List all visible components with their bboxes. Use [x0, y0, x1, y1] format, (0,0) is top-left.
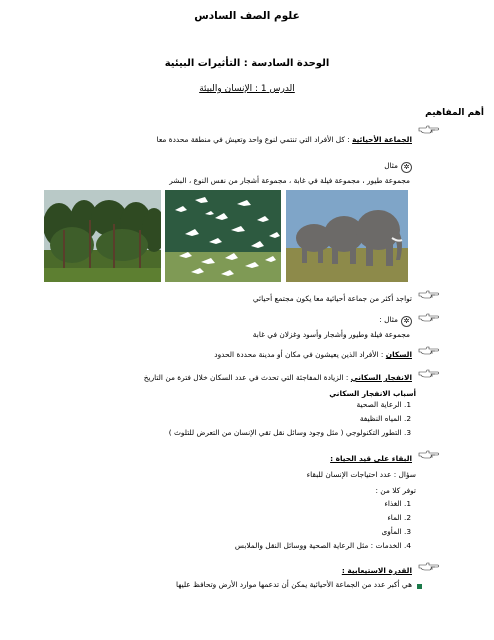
- unit-title: الوحدة السادسة : التأثيرات البيئية: [164, 58, 330, 69]
- survival-heading: البقاء على قيد الحياة :: [330, 454, 412, 463]
- community-term: الجماعة الأحيائية: [352, 135, 412, 144]
- explosion-definition: [144, 373, 412, 382]
- list-item: 4. الخدمات : مثل الرعاية الصحية ووسائل النقل والملابس: [234, 541, 412, 550]
- flower-bullet-icon: ✲: [401, 316, 412, 327]
- explosion-causes-heading: أسباب الانفجار السكاني: [329, 389, 416, 398]
- explosion-term: الانفجار السكاني: [350, 373, 412, 382]
- pointing-hand-icon: [418, 345, 440, 356]
- list-item: 2. المياه النظيفة: [359, 414, 412, 423]
- explosion-definition-text: : الزيادة المفاجئة التي تحدث في عدد السكان خلال فترة من التاريخ: [143, 373, 349, 382]
- concepts-heading: أهم المفاهيم: [425, 108, 484, 118]
- pointing-hand-icon: [418, 561, 440, 572]
- elephants-photo: [286, 190, 408, 282]
- forest-photo: [44, 190, 161, 282]
- pointing-hand-icon: [418, 368, 440, 379]
- list-item: 1. الرعاية الصحية: [356, 400, 412, 409]
- lesson-title: الدرس 1 : الإنسان والبيئة: [199, 84, 295, 94]
- list-item: 3. التطور التكنولوجي ( مثل وجود وسائل نقل تقي الإنسان من التعرض للتلوث ): [168, 428, 412, 437]
- community-definition: [157, 135, 412, 144]
- population-definition: [214, 350, 412, 359]
- population-term: السكان: [385, 350, 412, 359]
- birds-photo: [165, 190, 281, 282]
- capacity-heading: القدرة الاستيعابية :: [341, 566, 412, 575]
- ecosystem-example-label: مثال :: [379, 315, 398, 324]
- population-definition-text: : الأفراد الذين يعيشون في مكان أو مدينة محددة الحدود: [214, 350, 384, 359]
- capacity-text: هي أكبر عدد من الجماعة الأحيائية يمكن أن تدعمها موارد الأرض وتحافظ عليها: [175, 580, 412, 589]
- list-item: 1. الغذاء: [384, 499, 412, 508]
- pointing-hand-icon: [418, 124, 440, 135]
- survival-question: سؤال : عدد احتياجات الإنسان للبقاء: [306, 470, 416, 479]
- pointing-hand-icon: [418, 449, 440, 460]
- community-definition-text: : كل الأفراد التي تنتمي لنوع واحد وتعيش في منطقة محددة معا: [156, 135, 350, 144]
- pointing-hand-icon: [418, 289, 440, 300]
- square-bullet-icon: [417, 584, 422, 589]
- pointing-hand-icon: [418, 312, 440, 323]
- page-title: علوم الصف السادس: [194, 10, 300, 22]
- explosion-causes-list: [169, 398, 418, 440]
- community-examples: مجموعة طيور ، مجموعة فيلة في غابة ، مجموعة أشجار من نفس النوع ، البشر: [169, 176, 410, 185]
- list-item: 2. الماء: [387, 513, 412, 522]
- ecosystem-text: تواجد أكثر من جماعة أحيائية معا يكون مجتمع أحيائي: [252, 294, 412, 303]
- survival-needs-list: [235, 497, 418, 553]
- community-example-label: مثال: [384, 161, 398, 170]
- survival-intro: توفر كلا من :: [375, 486, 416, 495]
- ecosystem-example: مجموعة فيلة وطيور وأشجار وأسود وغزلان في غابة: [252, 330, 410, 339]
- list-item: 3. المأوى: [381, 527, 412, 536]
- flower-bullet-icon: ✲: [401, 162, 412, 173]
